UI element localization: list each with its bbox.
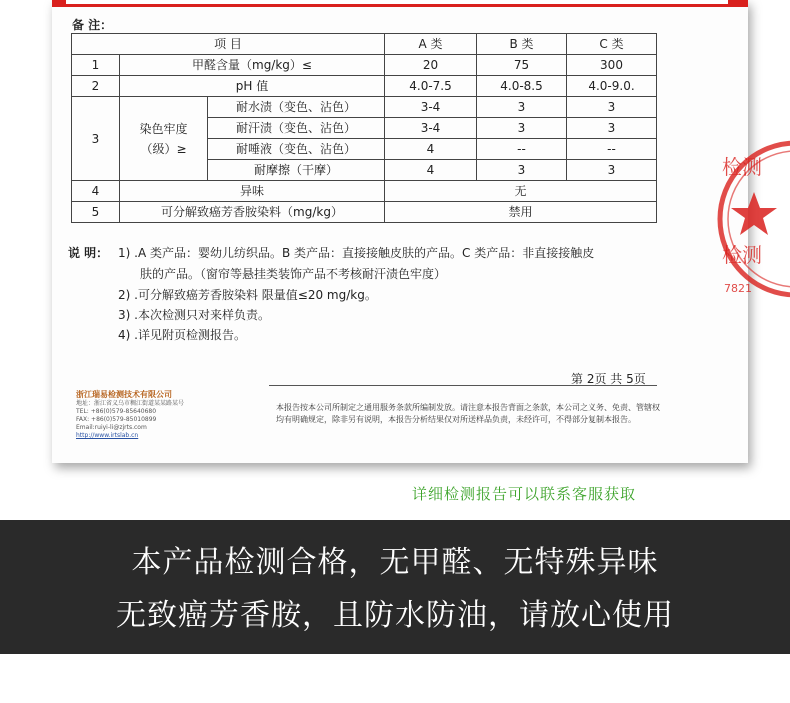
row-sub-item: 耐汗渍（变色、沾色）: [208, 118, 385, 139]
row-sub-item: 耐摩擦（干摩）: [208, 160, 385, 181]
cell-c: 3: [567, 97, 657, 118]
cell-value: 禁用: [385, 202, 657, 223]
row-sub-item: 耐水渍（变色、沾色）: [208, 97, 385, 118]
table-row: [72, 97, 657, 118]
page-number: 第 2页 共 5页: [571, 372, 646, 386]
notes-label: 说 明：: [68, 246, 109, 260]
company-tel: TEL: +86(0)579-85640680: [76, 408, 157, 415]
cell-a: 4: [385, 139, 477, 160]
note-line: 1) .A 类产品：婴幼儿纺织品。B 类产品：直接接触皮肤的产品。C 类产品：非直接接触皮: [118, 246, 595, 260]
test-report-page: [52, 0, 748, 463]
row-item: 甲醛含量（mg/kg）≤: [120, 55, 385, 76]
company-info: [76, 390, 184, 440]
row-number: 4: [72, 181, 120, 202]
row-number: 3: [72, 97, 120, 181]
row-number: 2: [72, 76, 120, 97]
cell-a: 20: [385, 55, 477, 76]
company-website-link[interactable]: http://www.irtslab.cn: [76, 432, 139, 439]
cell-c: --: [567, 139, 657, 160]
row-number: 1: [72, 55, 120, 76]
company-name: 浙江瑞易检测技术有限公司: [76, 390, 172, 399]
cell-b: 3: [477, 160, 567, 181]
table-row: [72, 76, 657, 97]
report-top-border: [52, 0, 748, 7]
contact-note: 详细检测报告可以联系客服获取: [412, 485, 637, 503]
cell-a: 3-4: [385, 118, 477, 139]
row-sub-item: 耐唾液（变色、沾色）: [208, 139, 385, 160]
stamp-bottom-text: 检测: [722, 243, 762, 267]
cell-c: 300: [567, 55, 657, 76]
standards-table: [71, 33, 657, 223]
table-row: [72, 181, 657, 202]
company-fax: FAX: +86(0)579-85010899: [76, 416, 157, 423]
cell-b: 3: [477, 97, 567, 118]
cell-b: 75: [477, 55, 567, 76]
table-row: [72, 55, 657, 76]
remark-label: 备 注：: [72, 18, 113, 32]
inspection-stamp-seal: [716, 134, 790, 304]
cell-a: 4.0-7.5: [385, 76, 477, 97]
disclaimer: 本报告按本公司所制定之通用服务条款所编制发放。请注意本报告背面之条款，本公司之义务、免责、管辖权均有明确规定，除非另有说明，本报告分析结果仅对所送样品负责，未经许可，不得部分复制本报告。: [276, 403, 660, 424]
cell-value: 无: [385, 181, 657, 202]
cell-a: 3-4: [385, 97, 477, 118]
cell-b: --: [477, 139, 567, 160]
divider: [269, 385, 657, 386]
header-item: 项 目: [72, 34, 385, 55]
note-line: 3) .本次检测只对来样负责。: [118, 308, 270, 322]
row-item: 可分解致癌芳香胺染料（mg/kg）: [120, 202, 385, 223]
cell-c: 3: [567, 160, 657, 181]
header-class-b: B 类: [477, 34, 567, 55]
row-item: 异味: [120, 181, 385, 202]
row-group-label: 染色牢度（级）≥: [120, 97, 208, 181]
header-class-a: A 类: [385, 34, 477, 55]
row-item: pH 值: [120, 76, 385, 97]
banner-line-1: 本产品检测合格，无甲醛、无特殊异味: [131, 545, 659, 580]
header-class-c: C 类: [567, 34, 657, 55]
company-email: Email:ruiyi-li@zjrts.com: [76, 424, 147, 431]
cell-b: 4.0-8.5: [477, 76, 567, 97]
table-row: [72, 202, 657, 223]
cell-b: 3: [477, 118, 567, 139]
note-line: 4) .详见附页检测报告。: [118, 328, 246, 342]
cell-c: 4.0-9.0.: [567, 76, 657, 97]
banner-line-2: 无致癌芳香胺，且防水防油，请放心使用: [116, 598, 674, 633]
row-number: 5: [72, 202, 120, 223]
company-address: 地址：浙江省义乌市稠江街道某某路某号: [76, 400, 185, 407]
stamp-digits: 7821: [724, 282, 752, 295]
note-line: 2) .可分解致癌芳香胺染料 限量值≤20 mg/kg。: [118, 288, 377, 302]
table-header-row: [72, 34, 657, 55]
note-line: 肤的产品。（窗帘等悬挂类装饰产品不考核耐汗渍色牢度）: [140, 267, 447, 281]
stamp-top-text: 检测: [722, 155, 762, 179]
cell-c: 3: [567, 118, 657, 139]
cell-a: 4: [385, 160, 477, 181]
